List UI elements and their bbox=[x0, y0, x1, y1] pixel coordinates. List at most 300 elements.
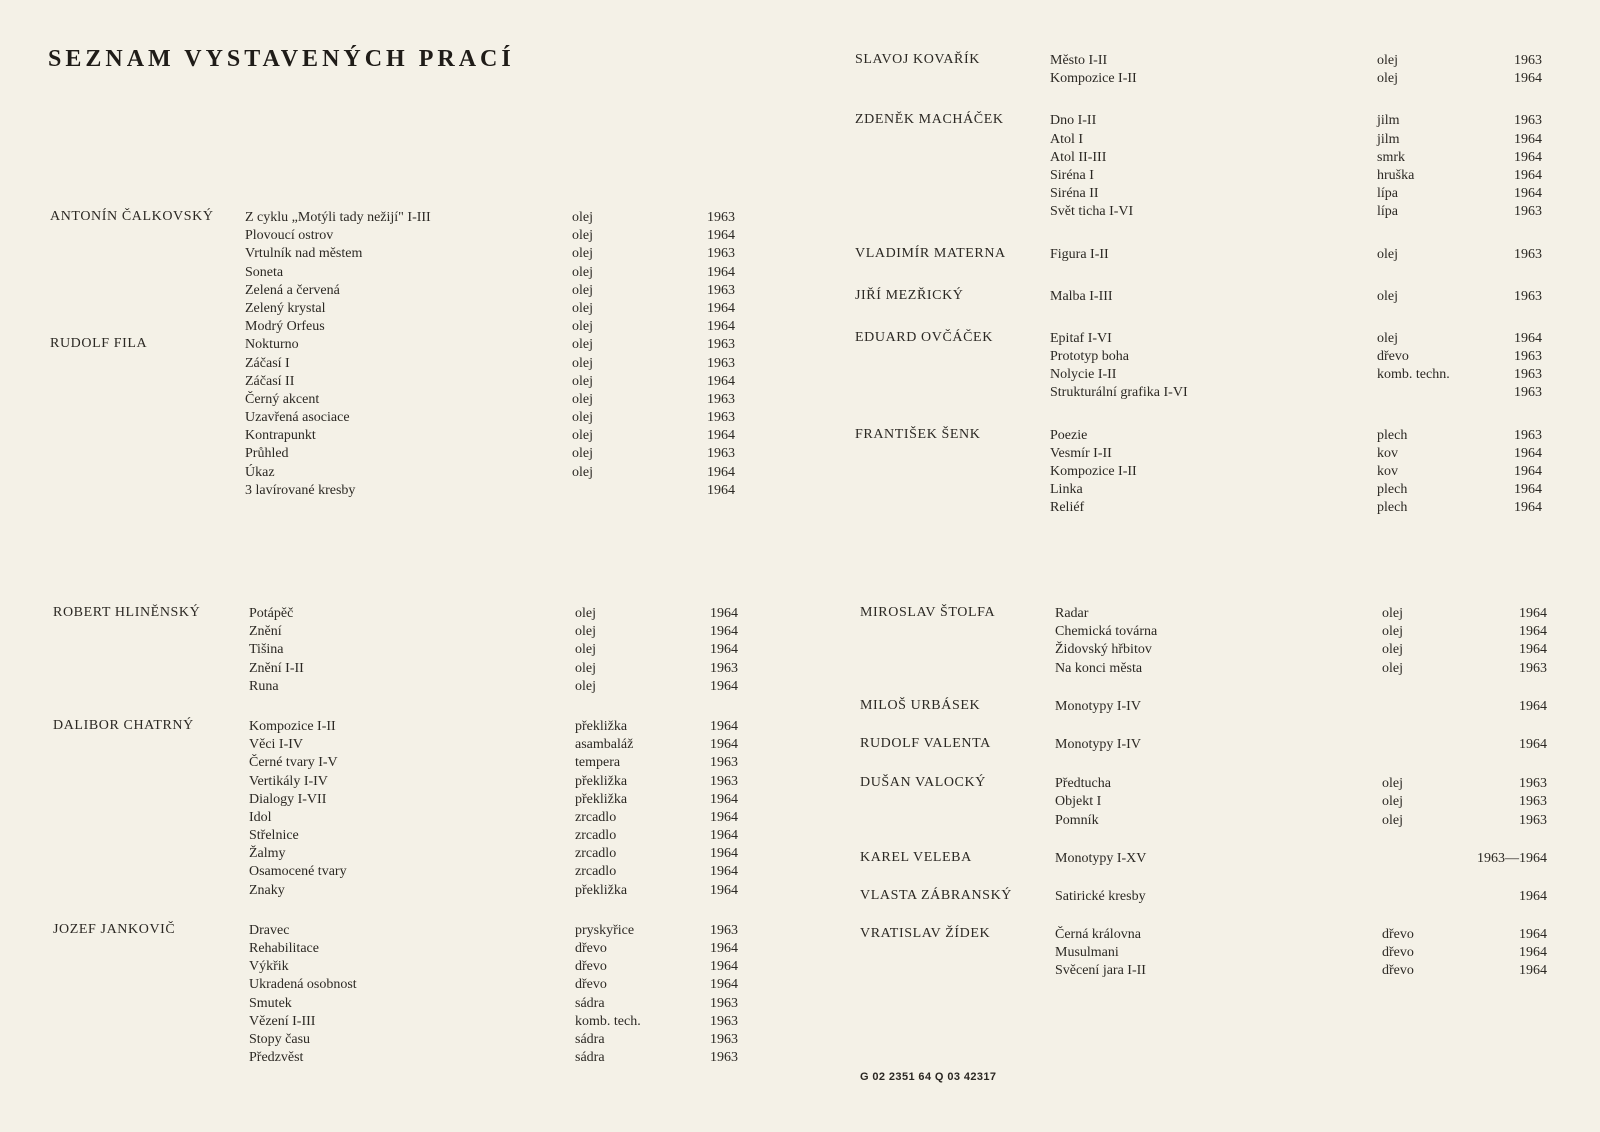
work-title: Idol bbox=[249, 809, 272, 825]
work-material: olej bbox=[1382, 776, 1403, 792]
work-year: 1964 bbox=[710, 737, 738, 753]
work-material: zrcadlo bbox=[575, 809, 617, 825]
work-year: 1963—1964 bbox=[1477, 850, 1547, 866]
work-material: dřevo bbox=[1382, 927, 1414, 943]
work-row bbox=[855, 185, 1552, 203]
work-material: zrcadlo bbox=[575, 846, 617, 862]
work-material: jilm bbox=[1377, 131, 1400, 147]
work-material: olej bbox=[1382, 624, 1403, 640]
work-material: olej bbox=[572, 410, 593, 426]
work-year: 1963 bbox=[707, 410, 735, 426]
artist-entry bbox=[855, 288, 1552, 306]
work-title: Černá královna bbox=[1055, 927, 1141, 943]
artist-entry bbox=[855, 427, 1552, 518]
work-year: 1964 bbox=[710, 718, 738, 734]
work-material: olej bbox=[1377, 288, 1398, 304]
work-title: Atol I bbox=[1050, 131, 1084, 147]
artist-name: FRANTIŠEK ŠENK bbox=[855, 426, 981, 442]
work-row bbox=[50, 409, 745, 427]
work-material: komb. techn. bbox=[1377, 367, 1450, 383]
artist-entry bbox=[860, 736, 1557, 754]
work-material: olej bbox=[1377, 330, 1398, 346]
work-year: 1963 bbox=[710, 1050, 738, 1066]
work-row bbox=[855, 149, 1552, 167]
work-row bbox=[53, 1049, 748, 1067]
work-year: 1963 bbox=[710, 1013, 738, 1029]
work-title: Potápěč bbox=[249, 606, 294, 621]
work-title: Dno I-II bbox=[1050, 113, 1097, 129]
work-title: Stopy času bbox=[249, 1031, 311, 1047]
work-row bbox=[53, 754, 748, 772]
work-year: 1963 bbox=[707, 282, 735, 298]
work-material: kov bbox=[1377, 445, 1398, 461]
work-year: 1964 bbox=[1514, 186, 1542, 202]
work-title: Na konci města bbox=[1055, 660, 1143, 676]
artist-entry bbox=[53, 922, 748, 1068]
work-row bbox=[855, 463, 1552, 481]
work-title: Poezie bbox=[1050, 427, 1088, 443]
work-year: 1964 bbox=[707, 228, 735, 244]
work-year: 1964 bbox=[1514, 330, 1542, 346]
work-material: olej bbox=[575, 624, 596, 640]
work-year: 1964 bbox=[1519, 963, 1547, 979]
work-year: 1963 bbox=[1514, 367, 1542, 383]
work-row bbox=[855, 348, 1552, 366]
work-year: 1964 bbox=[707, 373, 735, 389]
artist-name: EDUARD OVČÁČEK bbox=[855, 329, 993, 345]
work-row bbox=[860, 888, 1557, 906]
work-year: 1964 bbox=[1519, 736, 1547, 752]
work-material: olej bbox=[1377, 71, 1398, 87]
work-material: překližka bbox=[575, 882, 628, 898]
work-material: plech bbox=[1377, 427, 1408, 443]
work-row bbox=[860, 850, 1557, 868]
work-year: 1964 bbox=[710, 678, 738, 694]
work-year: 1963 bbox=[1514, 53, 1542, 68]
work-material: olej bbox=[575, 660, 596, 676]
work-title: Černý akcent bbox=[245, 391, 320, 407]
work-title: Kontrapunkt bbox=[245, 428, 316, 444]
work-material: olej bbox=[572, 246, 593, 262]
artist-entry bbox=[860, 850, 1557, 868]
work-row bbox=[53, 678, 748, 696]
work-title: Židovský hřbitov bbox=[1055, 642, 1152, 658]
artist-name: ANTONÍN ČALKOVSKÝ bbox=[50, 209, 214, 224]
work-row bbox=[860, 641, 1557, 659]
work-year: 1964 bbox=[1514, 131, 1542, 147]
work-material: dřevo bbox=[575, 959, 607, 975]
work-row bbox=[855, 52, 1552, 70]
work-title: Svět ticha I-VI bbox=[1050, 204, 1134, 220]
work-material: olej bbox=[1377, 246, 1398, 262]
work-row bbox=[53, 845, 748, 863]
work-row bbox=[860, 812, 1557, 830]
work-title: Záčasí II bbox=[245, 373, 295, 389]
work-year: 1964 bbox=[1519, 888, 1547, 904]
work-year: 1963 bbox=[1514, 113, 1542, 129]
work-row bbox=[855, 366, 1552, 384]
artist-entry bbox=[855, 330, 1552, 403]
work-title: Modrý Orfeus bbox=[245, 319, 325, 335]
work-title: Epitaf I-VI bbox=[1050, 330, 1112, 346]
work-title: Úkaz bbox=[245, 464, 275, 480]
work-title: Černé tvary I-V bbox=[249, 755, 338, 771]
work-row bbox=[53, 623, 748, 641]
work-title: Dialogy I-VII bbox=[249, 791, 327, 807]
work-year: 1964 bbox=[1519, 698, 1547, 714]
work-material: olej bbox=[572, 228, 593, 244]
artist-entry bbox=[860, 775, 1557, 830]
work-row bbox=[860, 623, 1557, 641]
work-material: olej bbox=[572, 373, 593, 389]
work-title: Kompozice I-II bbox=[249, 718, 336, 734]
work-year: 1963 bbox=[1514, 385, 1542, 401]
work-title: Soneta bbox=[245, 264, 284, 280]
exhibit-list-left-top bbox=[50, 209, 745, 500]
work-row bbox=[50, 482, 745, 500]
artist-entry bbox=[53, 605, 748, 696]
work-year: 1963 bbox=[1514, 246, 1542, 262]
work-row bbox=[860, 962, 1557, 980]
work-year: 1964 bbox=[710, 941, 738, 956]
artist-name: MIROSLAV ŠTOLFA bbox=[860, 605, 996, 620]
work-row bbox=[50, 445, 745, 463]
work-year: 1964 bbox=[1514, 149, 1542, 165]
artist-entry bbox=[50, 336, 745, 500]
work-year: 1964 bbox=[710, 642, 738, 658]
work-row bbox=[860, 736, 1557, 754]
work-material: sádra bbox=[575, 1031, 605, 1047]
work-title: Monotypy I-XV bbox=[1055, 850, 1147, 866]
work-material: překližka bbox=[575, 791, 628, 807]
work-year: 1964 bbox=[707, 482, 735, 498]
work-title: Reliéf bbox=[1050, 500, 1085, 516]
artist-entry bbox=[860, 926, 1557, 981]
work-title: Osamocené tvary bbox=[249, 864, 347, 880]
work-title: Vrtulník nad městem bbox=[245, 246, 363, 262]
work-year: 1964 bbox=[710, 606, 738, 621]
work-title: Zelená a červená bbox=[245, 282, 340, 298]
artist-name: JOZEF JANKOVIČ bbox=[53, 921, 176, 937]
work-material: olej bbox=[1382, 812, 1403, 828]
work-title: Žalmy bbox=[249, 846, 286, 862]
work-row bbox=[50, 318, 745, 336]
artist-entry bbox=[855, 112, 1552, 221]
exhibit-list-left-bottom bbox=[53, 605, 748, 1067]
exhibit-list-right-bottom bbox=[860, 605, 1557, 981]
work-year: 1963 bbox=[1514, 427, 1542, 443]
work-year: 1963 bbox=[707, 337, 735, 353]
work-row bbox=[50, 464, 745, 482]
work-title: Svěcení jara I-II bbox=[1055, 963, 1146, 979]
work-year: 1964 bbox=[710, 809, 738, 825]
artist-entry bbox=[855, 52, 1552, 88]
artist-name: VLADIMÍR MATERNA bbox=[855, 245, 1006, 261]
work-row bbox=[860, 926, 1557, 944]
work-title: Atol II-III bbox=[1050, 149, 1107, 165]
work-title: Siréna II bbox=[1050, 186, 1099, 202]
work-material: dřevo bbox=[575, 977, 607, 993]
work-title: Malba I-III bbox=[1050, 288, 1113, 304]
work-material: olej bbox=[572, 210, 593, 225]
work-title: Dravec bbox=[249, 922, 290, 938]
artist-entry bbox=[860, 698, 1557, 716]
work-material: asambaláž bbox=[575, 737, 634, 753]
work-title: Rehabilitace bbox=[249, 941, 319, 956]
work-material: dřevo bbox=[575, 941, 607, 956]
artist-entry bbox=[50, 209, 745, 336]
work-year: 1963 bbox=[1519, 794, 1547, 810]
work-material: olej bbox=[1382, 606, 1403, 621]
work-title: Znění bbox=[249, 624, 282, 640]
work-year: 1964 bbox=[707, 464, 735, 480]
work-row bbox=[53, 791, 748, 809]
work-row bbox=[855, 203, 1552, 221]
work-title: Strukturální grafika I-VI bbox=[1050, 385, 1188, 401]
work-material: olej bbox=[572, 300, 593, 316]
work-title: Ukradená osobnost bbox=[249, 977, 357, 993]
work-year: 1964 bbox=[710, 624, 738, 640]
work-title: Chemická továrna bbox=[1055, 624, 1158, 640]
work-row bbox=[50, 282, 745, 300]
work-material: smrk bbox=[1377, 149, 1405, 165]
artist-entry bbox=[860, 888, 1557, 906]
work-year: 1963 bbox=[710, 922, 738, 938]
work-material: dřevo bbox=[1382, 963, 1414, 979]
work-row bbox=[53, 995, 748, 1013]
work-material: jilm bbox=[1377, 113, 1400, 129]
print-code: G 02 2351 64 Q 03 42317 bbox=[860, 1071, 997, 1083]
work-title: Znění I-II bbox=[249, 660, 304, 676]
work-row bbox=[50, 373, 745, 391]
work-material: olej bbox=[572, 428, 593, 444]
work-title: Pomník bbox=[1055, 812, 1099, 828]
work-material: dřevo bbox=[1377, 349, 1409, 365]
work-row bbox=[50, 245, 745, 263]
work-row bbox=[855, 70, 1552, 88]
work-title: Kompozice I-II bbox=[1050, 71, 1137, 87]
work-material: kov bbox=[1377, 464, 1398, 479]
work-row bbox=[53, 976, 748, 994]
work-material: olej bbox=[575, 642, 596, 658]
artist-name: VRATISLAV ŽÍDEK bbox=[860, 926, 991, 942]
work-title: Nolycie I-II bbox=[1050, 367, 1117, 383]
work-material: plech bbox=[1377, 500, 1408, 516]
work-title: Kompozice I-II bbox=[1050, 464, 1137, 479]
work-title: Střelnice bbox=[249, 828, 299, 844]
work-row bbox=[855, 384, 1552, 402]
work-title: Objekt I bbox=[1055, 794, 1102, 810]
work-material: olej bbox=[1382, 660, 1403, 676]
work-year: 1963 bbox=[1519, 660, 1547, 676]
work-year: 1964 bbox=[710, 828, 738, 844]
work-material: olej bbox=[575, 678, 596, 694]
work-material: překližka bbox=[575, 718, 628, 734]
work-year: 1963 bbox=[1519, 776, 1547, 792]
work-year: 1964 bbox=[1519, 927, 1547, 943]
work-title: Nokturno bbox=[245, 337, 299, 353]
work-year: 1964 bbox=[710, 846, 738, 862]
work-row bbox=[53, 940, 748, 958]
work-row bbox=[53, 827, 748, 845]
work-row bbox=[53, 660, 748, 678]
work-row bbox=[53, 958, 748, 976]
artist-name: JIŘÍ MEZŘICKÝ bbox=[855, 287, 964, 303]
artist-entry bbox=[860, 605, 1557, 678]
work-material: lípa bbox=[1377, 186, 1398, 202]
work-row bbox=[855, 112, 1552, 130]
work-row bbox=[855, 288, 1552, 306]
work-row bbox=[860, 775, 1557, 793]
work-material: sádra bbox=[575, 995, 605, 1011]
work-row bbox=[860, 944, 1557, 962]
work-material: olej bbox=[572, 337, 593, 353]
work-material: komb. tech. bbox=[575, 1013, 641, 1029]
work-title: Vězení I-III bbox=[249, 1013, 316, 1029]
work-title: Zelený krystal bbox=[245, 300, 326, 316]
work-year: 1964 bbox=[1519, 606, 1547, 621]
work-title: Smutek bbox=[249, 995, 292, 1011]
work-title: Musulmani bbox=[1055, 945, 1119, 961]
work-material: olej bbox=[572, 319, 593, 335]
work-row bbox=[855, 427, 1552, 445]
work-title: Radar bbox=[1055, 606, 1089, 621]
work-material: olej bbox=[1377, 53, 1398, 68]
work-row bbox=[855, 131, 1552, 149]
work-year: 1963 bbox=[707, 391, 735, 407]
work-row bbox=[855, 246, 1552, 264]
work-year: 1963 bbox=[710, 1031, 738, 1047]
work-material: olej bbox=[572, 264, 593, 280]
work-material: pryskyřice bbox=[575, 922, 635, 938]
work-material: olej bbox=[1382, 794, 1403, 810]
work-title: Runa bbox=[249, 678, 279, 694]
work-year: 1964 bbox=[1514, 71, 1542, 87]
work-row bbox=[50, 427, 745, 445]
work-title: Záčasí I bbox=[245, 355, 290, 371]
work-material: zrcadlo bbox=[575, 828, 617, 844]
work-year: 1963 bbox=[1514, 288, 1542, 304]
work-title: Uzavřená asociace bbox=[245, 410, 350, 426]
work-year: 1964 bbox=[1514, 167, 1542, 183]
work-year: 1964 bbox=[710, 882, 738, 898]
work-row bbox=[50, 391, 745, 409]
work-row bbox=[860, 698, 1557, 716]
work-row bbox=[53, 882, 748, 900]
work-year: 1963 bbox=[707, 355, 735, 371]
artist-entry bbox=[855, 246, 1552, 264]
work-material: překližka bbox=[575, 773, 628, 789]
work-year: 1963 bbox=[707, 210, 735, 225]
work-year: 1964 bbox=[710, 791, 738, 807]
work-row bbox=[53, 1031, 748, 1049]
work-title: Věci I-IV bbox=[249, 737, 304, 753]
work-material: olej bbox=[572, 391, 593, 407]
artist-entry bbox=[53, 718, 748, 900]
work-year: 1964 bbox=[1519, 642, 1547, 658]
work-title: Výkřik bbox=[249, 959, 289, 975]
work-title: Prototyp boha bbox=[1050, 349, 1129, 365]
work-material: olej bbox=[572, 446, 593, 462]
work-material: olej bbox=[575, 606, 596, 621]
work-title: Předzvěst bbox=[249, 1050, 304, 1066]
work-year: 1963 bbox=[1514, 349, 1542, 365]
work-row bbox=[53, 605, 748, 623]
work-row bbox=[855, 167, 1552, 185]
work-title: Monotypy I-IV bbox=[1055, 698, 1141, 714]
work-year: 1964 bbox=[710, 864, 738, 880]
artist-name: RUDOLF VALENTA bbox=[860, 735, 991, 751]
work-row bbox=[855, 481, 1552, 499]
artist-name: VLASTA ZÁBRANSKÝ bbox=[860, 887, 1012, 903]
work-year: 1964 bbox=[1514, 445, 1542, 461]
work-title: Průhled bbox=[245, 446, 289, 462]
work-row bbox=[53, 863, 748, 881]
work-row bbox=[855, 445, 1552, 463]
work-row bbox=[53, 922, 748, 940]
work-material: sádra bbox=[575, 1050, 605, 1066]
work-title: Satirické kresby bbox=[1055, 888, 1146, 904]
work-row bbox=[860, 605, 1557, 623]
work-year: 1964 bbox=[1519, 624, 1547, 640]
artist-name: SLAVOJ KOVAŘÍK bbox=[855, 52, 980, 67]
work-row bbox=[50, 300, 745, 318]
work-row bbox=[860, 660, 1557, 678]
work-year: 1964 bbox=[707, 300, 735, 316]
work-material: dřevo bbox=[1382, 945, 1414, 961]
exhibit-list-right-top bbox=[855, 52, 1552, 518]
artist-name: ROBERT HLINĚNSKÝ bbox=[53, 605, 201, 620]
work-year: 1963 bbox=[1519, 812, 1547, 828]
work-title: Znaky bbox=[249, 882, 285, 898]
work-year: 1963 bbox=[710, 773, 738, 789]
work-material: olej bbox=[572, 355, 593, 371]
work-title: Tišina bbox=[249, 642, 284, 658]
work-year: 1963 bbox=[710, 995, 738, 1011]
work-title: Předtucha bbox=[1055, 776, 1111, 792]
work-row bbox=[50, 264, 745, 282]
work-year: 1963 bbox=[707, 446, 735, 462]
work-title: Linka bbox=[1050, 482, 1083, 498]
work-year: 1964 bbox=[1519, 945, 1547, 961]
work-row bbox=[50, 336, 745, 354]
work-title: 3 lavírované kresby bbox=[245, 482, 356, 498]
artist-name: MILOŠ URBÁSEK bbox=[860, 697, 981, 713]
work-year: 1964 bbox=[1514, 500, 1542, 516]
work-material: olej bbox=[572, 464, 593, 480]
work-row bbox=[53, 736, 748, 754]
work-title: Siréna I bbox=[1050, 167, 1094, 183]
artist-name: RUDOLF FILA bbox=[50, 336, 148, 352]
work-year: 1964 bbox=[710, 977, 738, 993]
work-row bbox=[53, 1013, 748, 1031]
work-title: Vertikály I-IV bbox=[249, 773, 328, 789]
artist-name: ZDENĚK MACHÁČEK bbox=[855, 112, 1004, 128]
artist-name: DUŠAN VALOCKÝ bbox=[860, 775, 986, 791]
work-row bbox=[50, 209, 745, 227]
work-year: 1964 bbox=[1514, 464, 1542, 479]
work-year: 1963 bbox=[710, 660, 738, 676]
work-year: 1963 bbox=[1514, 204, 1542, 220]
work-year: 1964 bbox=[1514, 482, 1542, 498]
work-row bbox=[855, 499, 1552, 517]
work-title: Figura I-II bbox=[1050, 246, 1109, 262]
work-material: tempera bbox=[575, 755, 621, 771]
work-material: plech bbox=[1377, 482, 1408, 498]
work-title: Město I-II bbox=[1050, 53, 1108, 68]
work-material: olej bbox=[1382, 642, 1403, 658]
work-year: 1964 bbox=[707, 428, 735, 444]
